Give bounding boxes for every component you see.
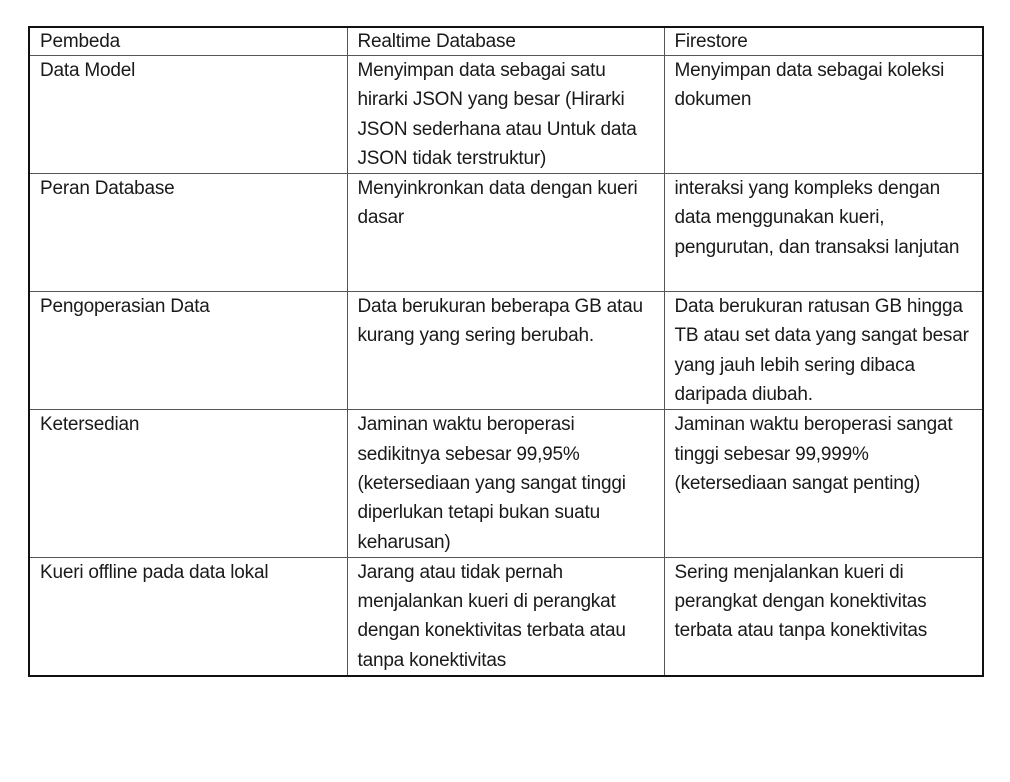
cell-aspect: Data Model	[29, 56, 347, 174]
cell-realtime: Jarang atau tidak pernah menjalankan kueri di perangkat dengan konektivitas terbata atau tanpa konektivitas	[347, 557, 664, 676]
table-header-row	[29, 27, 983, 56]
cell-firestore: Menyimpan data sebagai koleksi dokumen	[664, 56, 983, 174]
cell-firestore: Jaminan waktu beroperasi sangat tinggi sebesar 99,999% (ketersediaan sangat penting)	[664, 410, 983, 557]
header-aspect: Pembeda	[29, 27, 347, 56]
header-firestore: Firestore	[664, 27, 983, 56]
table-row	[29, 410, 983, 557]
cell-realtime: Menyinkronkan data dengan kueri dasar	[347, 174, 664, 292]
table-row	[29, 557, 983, 676]
cell-realtime: Data berukuran beberapa GB atau kurang yang sering berubah.	[347, 292, 664, 410]
cell-aspect: Ketersedian	[29, 410, 347, 557]
comparison-table	[28, 26, 984, 677]
table-row	[29, 174, 983, 292]
table-row	[29, 292, 983, 410]
cell-firestore: Sering menjalankan kueri di perangkat dengan konektivitas terbata atau tanpa konektivitas	[664, 557, 983, 676]
cell-firestore: interaksi yang kompleks dengan data menggunakan kueri, pengurutan, dan transaksi lanjutan	[664, 174, 983, 292]
table-row	[29, 56, 983, 174]
cell-firestore: Data berukuran ratusan GB hingga TB atau set data yang sangat besar yang jauh lebih sering dibaca daripada diubah.	[664, 292, 983, 410]
header-realtime-database: Realtime Database	[347, 27, 664, 56]
cell-aspect: Pengoperasian Data	[29, 292, 347, 410]
cell-realtime: Jaminan waktu beroperasi sedikitnya sebesar 99,95% (ketersediaan yang sangat tinggi diperlukan tetapi bukan suatu keharusan)	[347, 410, 664, 557]
cell-aspect: Kueri offline pada data lokal	[29, 557, 347, 676]
cell-realtime: Menyimpan data sebagai satu hirarki JSON yang besar (Hirarki JSON sederhana atau Untuk data JSON tidak terstruktur)	[347, 56, 664, 174]
cell-aspect: Peran Database	[29, 174, 347, 292]
